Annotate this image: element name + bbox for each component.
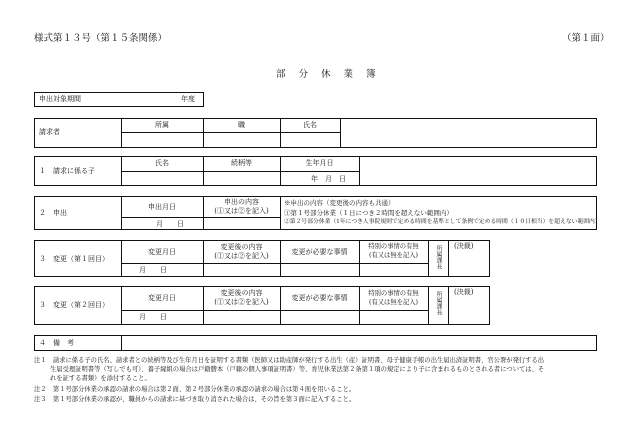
- requester-name-header: 氏名: [303, 121, 317, 129]
- change1-content-header-2: (①又は②を記入): [214, 252, 269, 260]
- child-name-header: 氏名: [155, 159, 169, 167]
- change2-decision: (決裁): [454, 288, 474, 296]
- change2-label: ３ 変更（第２回目）: [39, 301, 109, 309]
- change1-date-header: 変更月日: [148, 248, 176, 256]
- change1-approver: 所属課長: [435, 245, 442, 269]
- form-number: 様式第１３号（第１５条関係）: [34, 33, 168, 44]
- note-2: 注２ 第１号部分休業の承認の請求の場合は第２面、第２号部分休業の承認の請求の場合は第４面を用いること。: [34, 386, 356, 393]
- application-label: ２ 申出: [39, 209, 67, 217]
- change2-date-value: 月 日: [139, 313, 167, 321]
- application-note-2: ②第２号部分休業（1年につき人事院規則で定める時間を基準として条例で定める時間（１０日相当）を超えない範囲内）: [284, 219, 601, 225]
- note-1-line-1: 注１ 請求に係る子の氏名、請求者との続柄等及び生年月日を証明する書類（医師又は助産師が発行する出生（産）証明書、母子健康手帳の出生届出済証明書、官公署が発行する出: [34, 357, 545, 364]
- change2-reason-header: 変更が必要な事情: [291, 294, 348, 302]
- child-relation-header: 続柄等: [231, 159, 252, 167]
- child-birth-header: 生年月日: [305, 159, 334, 167]
- application-date-value: 月 日: [156, 220, 184, 228]
- requester-dept-header: 所属: [155, 121, 169, 129]
- remarks-label: ４ 備 考: [39, 339, 74, 347]
- change2-date-header: 変更月日: [148, 294, 176, 302]
- note-1-line-3: れを証する書類）を添付すること。: [50, 375, 151, 382]
- child-birth-value: 年 月 日: [311, 175, 346, 183]
- application-note-head: ※申出の内容（変更後の内容も共通）: [284, 199, 395, 207]
- application-content-header-1: 申出の内容: [224, 198, 259, 206]
- change2-approver: 所属課長: [435, 291, 442, 315]
- period-year-suffix: 年度: [181, 95, 195, 103]
- note-1-line-2: 生届受理証明書等（写しでも可）、養子縁組の場合は戸籍謄本（戸籍の個人事項証明書）等、育児休業法第２条第１項の規定により子に含まれるものとされる者については、そ: [50, 366, 545, 373]
- change1-content-header-1: 変更後の内容: [220, 243, 263, 251]
- change1-date-value: 月 日: [139, 266, 167, 274]
- change2-special-header-2: (有又は無を記入): [369, 299, 418, 306]
- page-label: （第１面）: [562, 33, 610, 44]
- requester-position-header: 職: [238, 121, 245, 129]
- period-label: 申出対象期間: [39, 95, 81, 103]
- change1-decision: (決裁): [454, 242, 474, 250]
- change1-special-header-1: 特別の事情の有無: [368, 243, 419, 250]
- remarks-box: [34, 335, 597, 351]
- application-date-header: 申出月日: [148, 203, 176, 211]
- change2-special-header-1: 特別の事情の有無: [368, 290, 419, 297]
- child-label: １ 請求に係る子: [39, 167, 95, 175]
- change1-reason-header: 変更が必要な事情: [291, 248, 348, 256]
- change1-label: ３ 変更（第１回目）: [39, 255, 109, 263]
- application-content-header-2: (①又は②を記入): [214, 207, 269, 215]
- change2-content-header-2: (①又は②を記入): [214, 298, 269, 306]
- page-title: 部 分 休 業 簿: [276, 69, 381, 80]
- application-note-1: ①第１号部分休業（１日につき２時間を超えない範囲内）: [284, 209, 453, 217]
- change1-special-header-2: (有又は無を記入): [369, 252, 418, 259]
- note-3: 注３ 第１号部分休業の承認が、職員からの請求に基づき取り消された場合は、その旨を第３面に記入すること。: [34, 396, 356, 403]
- requester-label: 請求者: [39, 128, 60, 136]
- change2-content-header-1: 変更後の内容: [220, 289, 263, 297]
